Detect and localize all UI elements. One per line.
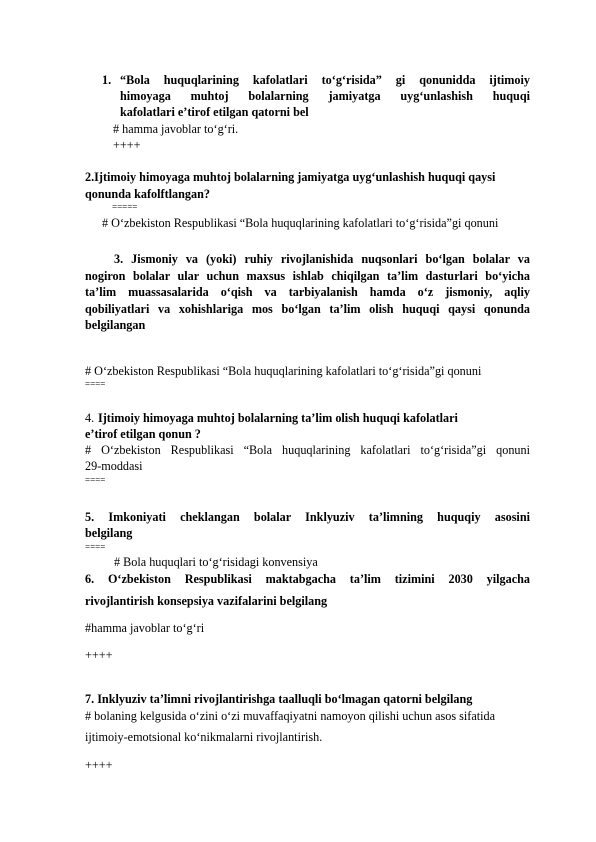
q7-answer-line-2: ijtimoiy-emotsional ko‘nikmalarni rivojlantirish. (85, 730, 323, 744)
q4-text-line-2: e’tirof etilgan qonun ? (85, 427, 201, 441)
q7-title: 7. Inklyuziv ta’limni rivojlantirishga taalluqli bo‘lmagan qatorni belgilang (85, 692, 473, 706)
q1-text-line-1: “Bola huquqlarining kafolatlari to‘g‘risida” gi qonunidda ijtimoiy (120, 73, 530, 87)
q2-text-line-2: qonunda kafolftlangan? (85, 187, 210, 201)
q6-text-line-2: rivojlantirish konsepsiya vazifalarini belgilang (85, 594, 328, 608)
q1-answer: # hamma javoblar to‘g‘ri. (113, 122, 239, 136)
q5-answer: # Bola huquqlari to‘g‘risidagi konvensiya (114, 555, 318, 569)
q1-text-line-2: himoyaga muhtoj bolalarning jamiyatga uyg‘unlashish huquqi (120, 89, 530, 103)
q3-text-line-3: ta’lim muassasalarida o‘qish va tarbiyalanish hamda o‘z jismoniy, aqliy (85, 285, 530, 299)
q7-separator: ++++ (85, 758, 113, 772)
q3-text-line-1: 3. Jismoniy va (yoki) ruhiy rivojlanishida nuqsonlari bo‘lgan bolalar va (114, 252, 530, 266)
q4-text-line-1: Ijtimoiy himoyaga muhtoj bolalarning ta’lim olish huquqi kafolatlari (98, 411, 458, 425)
q5-separator: ==== (85, 542, 106, 552)
q2-separator: ===== (112, 202, 138, 212)
q1-number: 1. (102, 73, 112, 87)
q6-separator: ++++ (85, 648, 113, 662)
q1-text-line-3: kafolatlari e’tirof etilgan qatorni bel (120, 105, 309, 119)
q7-answer-line-1: # bolaning kelgusida o‘zini o‘zi muvaffaqiyatni namoyon qilishi uchun asos sifatida (85, 709, 496, 723)
q3-separator: ==== (85, 379, 106, 389)
q2-text-line-1: 2.Ijtimoiy himoyaga muhtoj bolalarning jamiyatga uyg‘unlashish huquqi qaysi (85, 170, 496, 184)
q5-text-line-1: 5. Imkoniyati cheklangan bolalar Inklyuziv ta’limning huquqiy asosini (85, 510, 530, 524)
q3-text-line-2: nogiron bolalar ular uchun maxsus ishlab chiqilgan ta’lim dasturlari bo‘yicha (85, 269, 530, 283)
q5-text-line-2: belgilang (85, 526, 133, 540)
q4-separator: ==== (85, 475, 106, 485)
q6-answer: #hamma javoblar to‘g‘ri (85, 621, 205, 635)
q2-answer: # O‘zbekiston Respublikasi “Bola huquqlarining kafolatlari to‘g‘risida”gi qonuni (102, 216, 499, 230)
q6-text-line-1: 6. O‘zbekiston Respublikasi maktabgacha ta’lim tizimini 2030 yilgacha (85, 572, 530, 586)
q4-answer-line-1: # O‘zbekiston Respublikasi “Bola huquqlarining kafolatlari to‘g‘risida”gi qonuni (85, 443, 530, 457)
q3-text-line-5: belgilangan (85, 318, 146, 332)
q4-answer-line-2: 29-moddasi (85, 459, 143, 473)
q3-text-line-4: qobiliyatlari va xohishlariga mos bo‘lgan ta’lim olish huquqi qaysi qonunda (85, 302, 530, 316)
q3-answer: # O‘zbekiston Respublikasi “Bola huquqlarining kafolatlari to‘g‘risida”gi qonuni (85, 364, 482, 378)
q4-number: 4. (85, 411, 95, 425)
q1-separator: ++++ (113, 138, 141, 152)
